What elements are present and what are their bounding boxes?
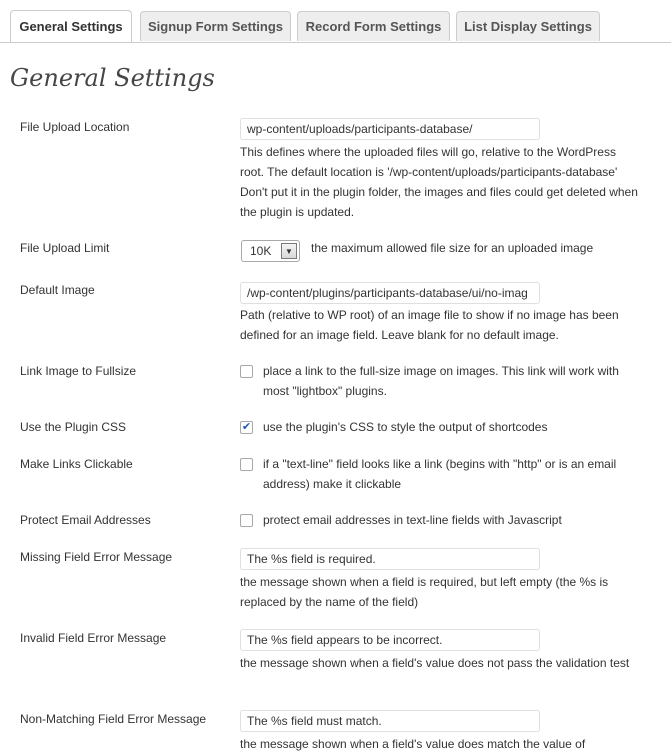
links-clickable-checkbox[interactable]: [240, 458, 253, 471]
checkmark-icon: ✔: [241, 421, 252, 433]
settings-tab-bar: [0, 0, 671, 43]
nonmatch-error-label: Non-Matching Field Error Message: [20, 712, 207, 726]
upload-location-description: This defines where the uploaded files will go, relative to the WordPress root. The default location is '/wp-content/uploads/participants-database' Don't put it in the plugin folder, the images and files could get deleted when the plugin is updated.: [240, 145, 638, 219]
link-fullsize-description: place a link to the full-size image on images. This link will work with most "lightbox" plugins.: [263, 364, 619, 398]
link-fullsize-label: Link Image to Fullsize: [20, 364, 137, 378]
missing-error-description: the message shown when a field is required, but left empty (the %s is replaced by the name of the field): [240, 575, 609, 609]
links-clickable-label: Make Links Clickable: [20, 457, 133, 471]
tab-signup-form-settings[interactable]: [140, 11, 291, 41]
tab-label: List Display Settings: [464, 19, 592, 34]
upload-location-label: File Upload Location: [20, 120, 130, 134]
nonmatch-error-description: the message shown when a field's value does match the value of: [240, 737, 586, 751]
links-clickable-description: if a "text-line" field looks like a link (begins with "http" or is an email address) make it clickable: [263, 457, 617, 491]
missing-error-input[interactable]: The %s field is required.: [240, 548, 540, 570]
link-fullsize-checkbox[interactable]: [240, 365, 253, 378]
plugin-css-label: Use the Plugin CSS: [20, 420, 127, 434]
tab-label: Signup Form Settings: [147, 19, 284, 34]
upload-limit-label: File Upload Limit: [20, 241, 110, 255]
invalid-error-label: Invalid Field Error Message: [20, 631, 167, 645]
tab-label: General Settings: [19, 19, 123, 34]
upload-limit-description: the maximum allowed file size for an uploaded image: [311, 241, 594, 255]
chevron-down-icon: ▼: [281, 243, 297, 259]
upload-location-input[interactable]: wp-content/uploads/participants-database/: [240, 118, 540, 140]
missing-error-label: Missing Field Error Message: [20, 550, 173, 564]
nonmatch-error-input[interactable]: The %s field must match.: [240, 710, 540, 732]
protect-email-checkbox[interactable]: [240, 514, 253, 527]
protect-email-label: Protect Email Addresses: [20, 513, 151, 527]
upload-limit-select[interactable]: [241, 240, 300, 262]
tab-label: Record Form Settings: [305, 19, 442, 34]
upload-limit-value: 10K: [250, 244, 272, 258]
default-image-input[interactable]: /wp-content/plugins/participants-database/ui/no-imag: [240, 282, 540, 304]
default-image-description: Path (relative to WP root) of an image file to show if no image has been defined for an image field. Leave blank for no default image.: [240, 308, 619, 342]
invalid-error-description: the message shown when a field's value does not pass the validation test: [240, 656, 630, 670]
protect-email-description: protect email addresses in text-line fields with Javascript: [263, 513, 562, 527]
page-title: General Settings: [10, 64, 215, 92]
invalid-error-input[interactable]: The %s field appears to be incorrect.: [240, 629, 540, 651]
tab-record-form-settings[interactable]: [297, 11, 450, 41]
tab-general-settings[interactable]: [10, 10, 132, 42]
tab-list-display-settings[interactable]: [456, 11, 600, 41]
plugin-css-checkbox[interactable]: [240, 421, 253, 434]
default-image-label: Default Image: [20, 283, 95, 297]
plugin-css-description: use the plugin's CSS to style the output of shortcodes: [263, 420, 548, 434]
